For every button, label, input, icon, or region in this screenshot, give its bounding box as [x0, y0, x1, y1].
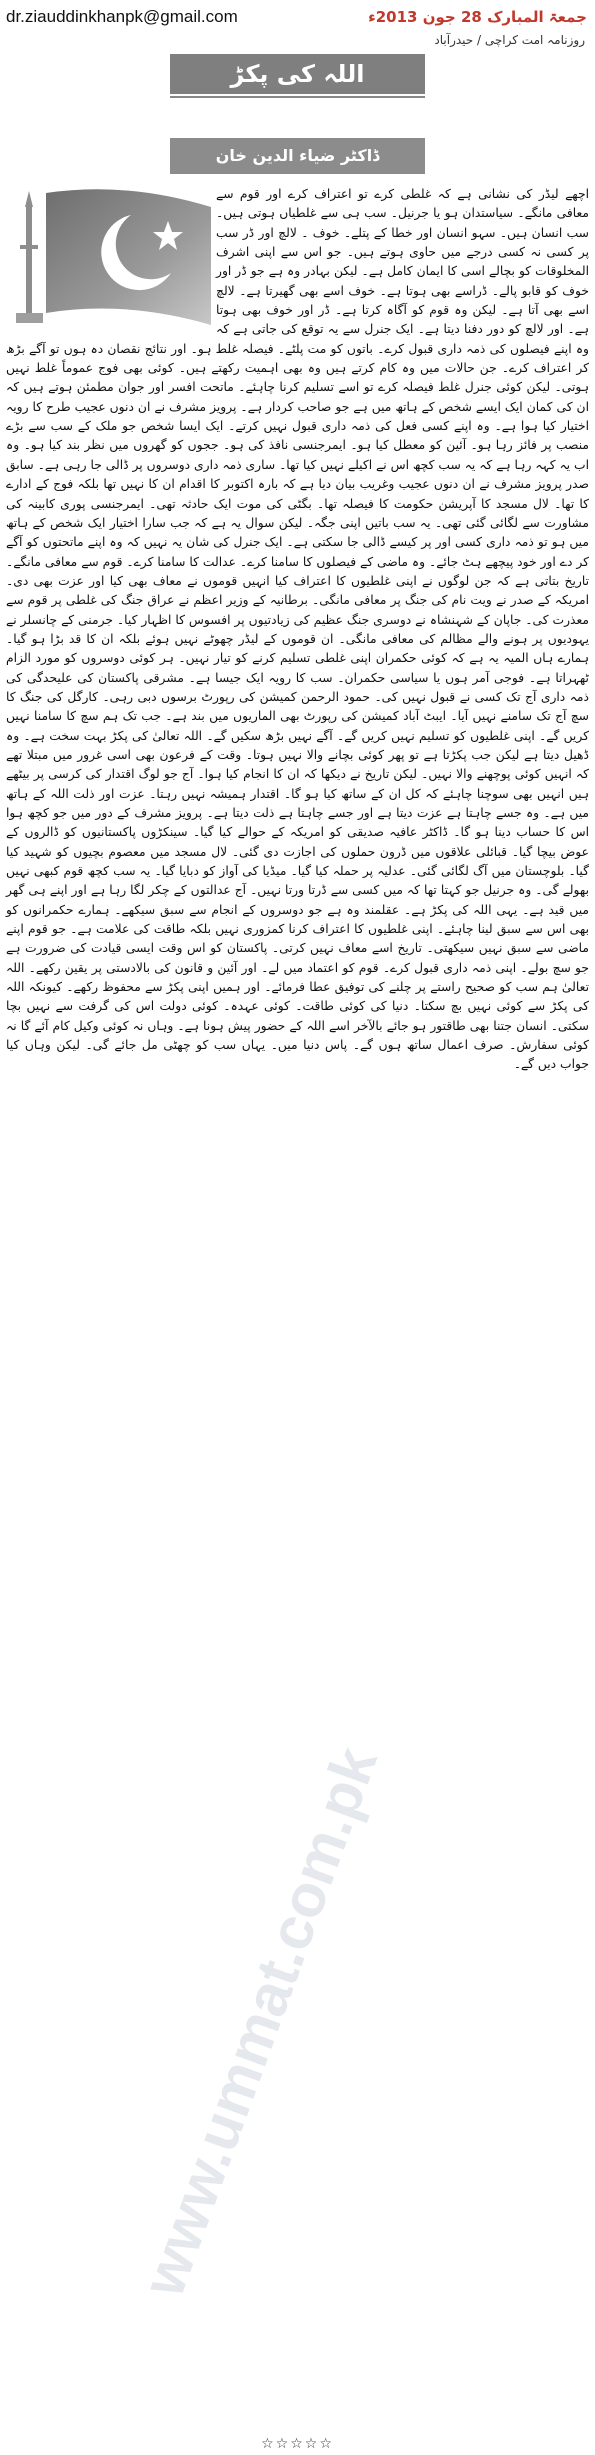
- article-text: اچھے لیڈر کی نشانی ہے کہ غلطی کرے تو اعتراف کرے اور قوم سے معافی مانگے۔ سیاستدان ہو یا جرنیل۔ سب ہی سے غلطیاں ہوتی ہیں۔ سب انسان ہیں۔ سہو انسان اور خطا کے پتلے۔ خوف ۔ لالچ اور ڈر سب پر کسی نہ کسی درجے میں حاوی ہوتے ہیں۔ جو اس سے اپنی اشرف المخلوقات کو بچالے اسی کا ایمان کامل ہے۔ لیکن بہادر وہ ہے جو ڈر اور خوف کو قابو پالے۔ ڈراسے بھی ہوتا ہے۔ خوف اسے بھی گھیرتا ہے۔ لالچ اسے بھی آتا ہے۔ لیکن وہ قوم کو آگاہ کرتا ہے۔ ڈر اور خوف بھی ہوتا ہے۔ اور لالچ کو دور دفنا دیتا ہے۔ ایک جنرل سے یہ توقع کی جاتی ہے کہ وہ اپنے فیصلوں کی ذمہ داری قبول کرے۔ باتوں کو مت پلٹے۔ فیصلہ غلط ہو۔ اور نتائج نقصان دہ ہوں تو آگے بڑھ کر اعتراف کرے۔ جن حالات میں وہ کام کرتے ہیں وہ بھی اہمیت رکھتے ہیں۔ کوئی بھی فوج عموماً غلط نہیں ہوتی۔ لیکن کوئی جنرل غلط فیصلہ کرے تو اسے تسلیم کرنا چاہئے۔ ماتحت افسر اور جوان مطمئن ہوتے ہیں کہ ان کی کمان ایک ایسے شخص کے ہاتھ میں ہے جو صاحب کردار ہے۔ پرویز مشرف نے ان دنوں عجیب طرح کا رویہ اختیار کیا ہوا ہے۔ وہ اپنے کسی فعل کی ذمہ داری قبول نہیں کرتے۔ ایک ایسا شخص جو ملک کے سب سے بڑے منصب پر فائز رہا ہو۔ آئین کو معطل کیا ہو۔ ایمرجنسی نافذ کی ہو۔ ججوں کو گھروں میں نظر بند کیا ہو۔ وہ اب یہ کہہ رہا ہے کہ یہ سب کچھ اس نے اکیلے نہیں کیا تھا۔ ساری ذمہ داری دوسروں پر ڈالی جا رہی ہے۔ سابق صدر پرویز مشرف نے ان دنوں عجیب وغریب بیان دیا ہے کہ بارہ اکتوبر کا اقدام ان کا نہیں تھا بلکہ فوج کے ادارے کا تھا۔ لال مسجد کا آپریشن حکومت کا فیصلہ تھا۔ بگٹی کی موت ایک حادثہ تھی۔ ایمرجنسی پوری کابینہ کی مشاورت سے لگائی گئی تھی۔ یہ سب باتیں اپنی جگہ۔ لیکن سوال یہ ہے کہ جب سارا اختیار ایک شخص کے ہاتھ میں ہو تو ذمہ داری کسی اور پر کیسے ڈالی جا سکتی ہے۔ ایک جنرل کی شان یہ نہیں کہ وہ اپنے ماتحتوں کو آگے کر دے اور خود پیچھے ہٹ جائے۔ وہ ماضی کے فیصلوں کا سامنا کرے۔ عدالت کا سامنا کرے۔ قوم سے معافی مانگے۔ تاریخ بتاتی ہے کہ جن لوگوں نے اپنی غلطیوں کا اعتراف کیا انہیں قوموں نے معاف بھی کیا اور عزت بھی دی۔ امریکہ کے صدر نے ویت نام کی جنگ پر معافی مانگی۔ برطانیہ کے وزیر اعظم نے عراق جنگ کی غلطی پر قوم سے معذرت کی۔ جاپان کے شہنشاہ نے دوسری جنگ عظیم کی زیادتیوں پر افسوس کا اظہار کیا۔ جرمنی کے چانسلر نے یہودیوں پر ہونے والے مظالم کی معافی مانگی۔ ان قوموں کے لیڈر چھوٹے نہیں ہوئے بلکہ ان کا قد بڑا ہو گیا۔ ہمارے ہاں المیہ یہ ہے کہ کوئی حکمران اپنی غلطی تسلیم کرنے کو تیار نہیں۔ ہر کوئی دوسروں کو مورد الزام ٹھہراتا ہے۔ فوجی آمر ہوں یا سیاسی حکمران۔ سب کا رویہ ایک جیسا ہے۔ مشرقی پاکستان کی علیحدگی کی ذمہ داری آج تک کسی نے قبول نہیں کی۔ حمود الرحمن کمیشن کی رپورٹ برسوں دبی رہی۔ کارگل کی جنگ کا سچ آج تک سامنے نہیں آیا۔ ایبٹ آباد کمیشن کی رپورٹ بھی الماریوں میں بند ہے۔ جب تک ہم سچ کا سامنا نہیں کریں گے۔ اپنی غلطیوں کو تسلیم نہیں کریں گے۔ آگے نہیں بڑھ سکیں گے۔ اللہ تعالیٰ کی پکڑ بہت سخت ہے۔ وہ ڈھیل دیتا ہے لیکن جب پکڑتا ہے تو پھر کوئی بچانے والا نہیں ہوتا۔ وقت کے فرعون بھی اسی غرور میں مبتلا تھے کہ انہیں کوئی پوچھنے والا نہیں۔ لیکن تاریخ نے دیکھا کہ ان کا انجام کیا ہوا۔ آج جو لوگ اقتدار کی کرسی پر بیٹھے ہیں انہیں بھی سوچنا چاہئے کہ کل ان کے ساتھ کیا ہو گا۔ اقتدار ہمیشہ نہیں رہتا۔ عزت اور ذلت اللہ کے ہاتھ میں ہے۔ وہ جسے چاہتا ہے عزت دیتا ہے اور جسے چاہتا ہے ذلت دیتا ہے۔ پرویز مشرف کے دور میں جو کچھ ہوا اس کا حساب دینا ہو گا۔ ڈاکٹر عافیہ صدیقی کو امریکہ کے حوالے کیا گیا۔ سینکڑوں پاکستانیوں کو ڈالروں کے عوض بیچا گیا۔ قبائلی علاقوں میں ڈرون حملوں کی اجازت دی گئی۔ لال مسجد میں معصوم بچیوں کو شہید کیا گیا۔ بلوچستان میں آگ لگائی گئی۔ عدلیہ پر حملہ کیا گیا۔ میڈیا کی آواز کو دبایا گیا۔ یہ سب کچھ قوم کبھی نہیں بھولے گی۔ وہ جرنیل جو کہتا تھا کہ میں کسی سے ڈرتا ورتا نہیں۔ آج عدالتوں کے چکر لگا رہا ہے اور اپنے ہی گھر میں قید ہے۔ یہی اللہ کی پکڑ ہے۔ عقلمند وہ ہے جو دوسروں کے انجام سے سبق سیکھے۔ ہمارے حکمرانوں کو بھی اس سے سبق لینا چاہئے۔ اپنی غلطیوں کا اعتراف کرنا کمزوری نہیں بلکہ طاقت کی علامت ہے۔ جو قوم اپنے ماضی سے سبق نہیں سیکھتی۔ تاریخ اسے معاف نہیں کرتی۔ پاکستان کو اس وقت ایسی قیادت کی ضرورت ہے جو سچ بولے۔ اپنی ذمہ داری قبول کرے۔ قوم کو اعتماد میں لے۔ اور آئین و قانون کی بالادستی پر یقین رکھے۔ اللہ تعالیٰ ہم سب کو صحیح راستے پر چلنے کی توفیق عطا فرمائے۔ اور ہمیں اپنی پکڑ سے محفوظ رکھے۔ کیونکہ اللہ کی پکڑ سے کوئی نہیں بچ سکتا۔ دنیا کی کوئی طاقت۔ کوئی عہدہ۔ کوئی دولت اس کی گرفت سے نہیں بچا سکتی۔ انسان جتنا بھی طاقتور ہو جائے بالآخر اسے اللہ کے حضور پیش ہونا ہے۔ وہاں نہ کوئی وکیل کام آئے گا نہ کوئی سفارش۔ صرف اعمال ساتھ ہوں گے۔ پاس دنیا میں۔ یہاں سب کو چھٹی مل جائے گی۔ لیکن وہاں کیا جواب دیں گے۔: [6, 187, 589, 1072]
- title-divider: [170, 96, 425, 98]
- publication-date: جمعۃ المبارک 28 جون 2013ء: [368, 8, 587, 26]
- article-title: اللہ کی پکڑ: [170, 54, 425, 94]
- publication-name: روزنامہ امت کراچی / حیدرآباد: [434, 33, 585, 47]
- article-author: ڈاکٹر ضیاء الدین خان: [170, 138, 425, 174]
- article-body: [6, 185, 589, 2435]
- author-email: dr.ziauddinkhanpk@gmail.com: [6, 7, 238, 26]
- flag-float-space: [6, 185, 216, 335]
- watermark-text: www.ummat.com.pk: [129, 1738, 390, 2305]
- end-mark: ☆☆☆☆☆: [261, 2436, 334, 2452]
